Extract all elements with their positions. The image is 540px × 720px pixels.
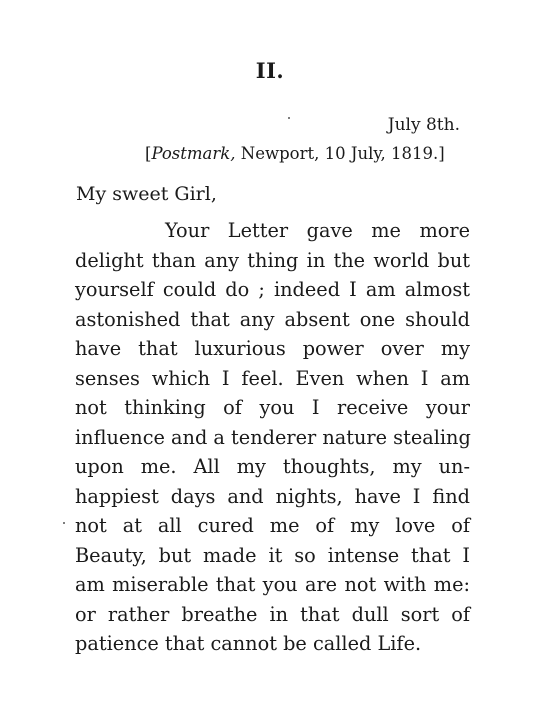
- body-line: Your Letter gave me more: [165, 219, 470, 242]
- body-line: not thinking of you I receive your: [75, 396, 470, 419]
- letter-body: [75, 216, 470, 659]
- body-line: Beauty, but made it so intense that I: [75, 543, 470, 567]
- postmark-line: [145, 144, 445, 163]
- body-line: have that luxurious power over my: [75, 337, 470, 360]
- ink-speck: [288, 117, 290, 119]
- body-line: delight than any thing in the world but: [75, 248, 470, 272]
- chapter-numeral: II.: [255, 58, 285, 83]
- body-line: upon me. All my thoughts, my un-: [75, 455, 470, 478]
- body-line: happiest days and nights, have I find: [75, 484, 470, 508]
- body-line: or rather breathe in that dull sort of: [75, 602, 470, 626]
- postmark-open-bracket: [: [145, 144, 152, 163]
- postmark-label: Postmark,: [151, 144, 236, 163]
- body-line: yourself could do ; indeed I am almost: [75, 278, 470, 301]
- body-line: not at all cured me of my love of: [75, 514, 470, 537]
- body-line: astonished that any absent one should: [75, 307, 470, 331]
- body-line: senses which I feel. Even when I am: [75, 366, 470, 390]
- body-line: am miserable that you are not with me:: [75, 573, 470, 596]
- body-line: patience that cannot be called Life.: [75, 632, 422, 655]
- postmark-details: Newport, 10 July, 1819.]: [235, 144, 445, 163]
- body-line: influence and a tenderer nature stealing: [75, 425, 471, 449]
- salutation: My sweet Girl,: [76, 183, 217, 205]
- date-line: July 8th.: [387, 115, 460, 135]
- ink-speck: [63, 522, 65, 524]
